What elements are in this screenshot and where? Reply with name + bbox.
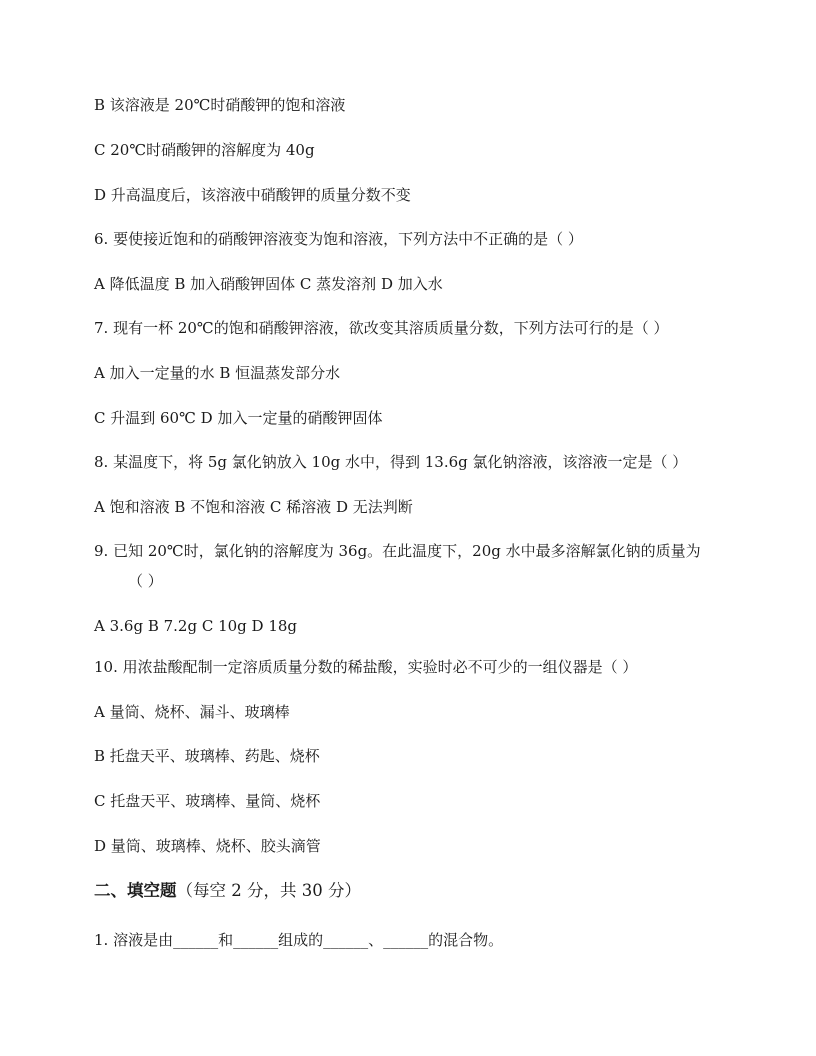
section-note: （每空 2 分，共 30 分） [176,881,361,900]
question-7-options-cd: C 升温到 60℃ D 加入一定量的硝酸钾固体 [94,409,383,427]
fill-question-1: 1. 溶液是由______和______组成的______、______的混合物。 [94,931,504,949]
section-title: 二、填空题 [94,881,177,900]
question-9-options: A 3.6g B 7.2g C 10g D 18g [94,617,298,635]
question-9: 9. 已知 20℃时，氯化钠的溶解度为 36g。在此温度下，20g 水中最多溶解氯化钠的质量为 [94,542,701,560]
question-9-continuation: （ ） [128,572,163,590]
question-10-option-b: B 托盘天平、玻璃棒、药匙、烧杯 [94,747,320,765]
option-line-5d: D 升高温度后，该溶液中硝酸钾的质量分数不变 [94,186,411,204]
question-10: 10. 用浓盐酸配制一定溶质质量分数的稀盐酸，实验时必不可少的一组仪器是（ ） [94,658,638,676]
section-heading [94,880,361,902]
question-7: 7. 现有一杯 20℃的饱和硝酸钾溶液，欲改变其溶质质量分数，下列方法可行的是（ ） [94,319,669,337]
question-6-options: A 降低温度 B 加入硝酸钾固体 C 蒸发溶剂 D 加入水 [94,275,443,293]
option-line-5c: C 20℃时硝酸钾的溶解度为 40g [94,141,315,159]
question-6: 6. 要使接近饱和的硝酸钾溶液变为饱和溶液，下列方法中不正确的是（ ） [94,230,583,248]
option-line-5b: B 该溶液是 20℃时硝酸钾的饱和溶液 [94,96,346,114]
question-10-option-a: A 量筒、烧杯、漏斗、玻璃棒 [94,703,290,721]
question-10-option-c: C 托盘天平、玻璃棒、量筒、烧杯 [94,792,321,810]
question-10-option-d: D 量筒、玻璃棒、烧杯、胶头滴管 [94,837,321,855]
question-8: 8. 某温度下，将 5g 氯化钠放入 10g 水中，得到 13.6g 氯化钠溶液，该溶液一定是（ ） [94,453,688,471]
question-7-options-ab: A 加入一定量的水 B 恒温蒸发部分水 [94,364,341,382]
question-8-options: A 饱和溶液 B 不饱和溶液 C 稀溶液 D 无法判断 [94,498,413,516]
